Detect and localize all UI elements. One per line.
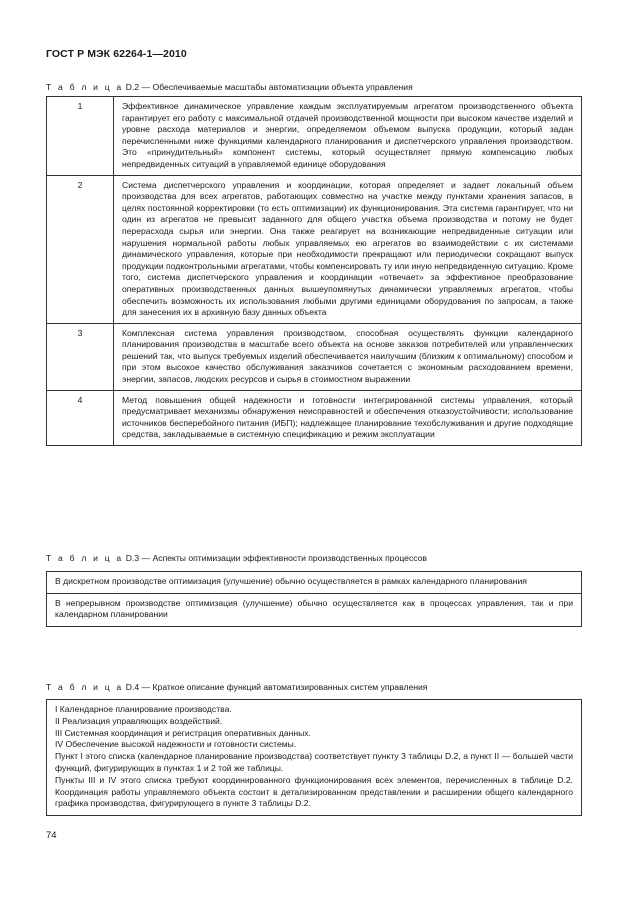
table-caption-text: D.2 — Обеспечиваемые масштабы автоматизации объекта управления: [123, 82, 413, 92]
table-d4: [46, 699, 582, 816]
table-row: [47, 390, 582, 445]
row-text: Метод повышения общей надежности и готовности интегрированной системы управления, который предусматривает механизмы обнаружения неисправностей и обеспечения отказоустойчивости; использование источников бесперебойного питания (ИБП); надлежащее планирование техобслуживания и другие подходящие средства, закладываемые в системную спецификацию и режим эксплуатации: [114, 390, 582, 445]
page-number: 74: [46, 830, 57, 841]
table-d4-caption: [46, 682, 427, 692]
document-header: ГОСТ Р МЭК 62264-1—2010: [46, 48, 187, 60]
list-item: I Календарное планирование производства.: [55, 704, 232, 714]
table-row: [47, 175, 582, 323]
table-row: [47, 323, 582, 390]
row-number: 2: [47, 175, 114, 323]
list-item: IV Обеспечение высокой надежности и готовности системы.: [55, 739, 297, 750]
table-caption-text: D.4 — Краткое описание функций автоматизированных систем управления: [123, 682, 428, 692]
table-row: [47, 593, 582, 626]
table-row: [47, 97, 582, 176]
row-number: 1: [47, 97, 114, 176]
table-d2: [46, 96, 582, 446]
table-label: Т а б л и ц а: [46, 553, 124, 563]
table-d3-caption: [46, 553, 427, 563]
paragraph: Пункт I этого списка (календарное планирование производства) соответствует пункту 3 таблицы D.2, а пункт II — большей части функций, фигурирующих в пунктах 1 и 2 той же таблицы.: [55, 751, 573, 773]
table-label: Т а б л и ц а: [46, 682, 124, 692]
paragraph: Пункты III и IV этого списка требуют координированного функционирования всех элементов, перечисленных в таблице D.2. Координация работы управляемого объекта состоит в детализированном представлении и расширении общего календарного графика производства, фигурирующего в пункте 3 таблицы D.2.: [55, 774, 573, 809]
table-label: Т а б л и ц а: [46, 82, 124, 92]
row-number: 3: [47, 323, 114, 390]
table-caption-text: D.3 — Аспекты оптимизации эффективности производственных процессов: [123, 553, 427, 563]
row-text: Система диспетчерского управления и координации, которая определяет и задает локальный объем производства для всех агрегатов, работающих совместно на участке между пунктами хранения запасов, в целях постоянной корректировки (то есть оптимизации) их функционирования. Эта система гарантирует, что ни один из агрегатов не превысит заданного для общего участка объема производства и потому не будет перерасхода сырья или энергии. Она также реагирует на возникающие непредвиденные ситуации или нарушения нормальной работы любых управляемых ею агрегатов во взаимодействии с их системами динамического управления, которые при необходимости прекращают или периодически сокращают выпуск продукции подконтрольными агрегатами, чтобы компенсировать ту или иную непредвиденную ситуацию. Кроме того, система диспетчерского управления и координации «отвечает» за эффективное преобразование оперативных производственных данных вышеупомянутых динамически управляемых агрегатов, чтобы обеспечить возможность их использования любыми другими единицами оборудования по запросам, а также для занесения их в архивную базу данных объекта: [114, 175, 582, 323]
row-text: В дискретном производстве оптимизация (улучшение) обычно осуществляется в рамках календарного планирования: [47, 572, 582, 594]
row-text: Эффективное динамическое управление каждым эксплуатируемым агрегатом производственного объекта гарантирует его работу с максимальной отдачей производственной мощности при высоком качестве изделий и уровне расхода материалов и энергии, определяемом объемом выпуска продукции, который задан перечисленными ниже функциями календарного планирования и диспетчерского управления производством. Это «принудительный» компонент системы, который осуществляет прямую компенсацию любых непредвиденных ситуаций в управляемой единице оборудования: [114, 97, 582, 176]
row-text: В непрерывном производстве оптимизация (улучшение) обычно осуществляется как в процессах управления, так и при календарном планировании: [47, 593, 582, 626]
list-item: III Системная координация и регистрация оперативных данных.: [55, 727, 311, 738]
row-number: 4: [47, 390, 114, 445]
table-d3: [46, 571, 582, 627]
table-d2-caption: [46, 82, 413, 92]
row-text: Комплексная система управления производством, способная осуществлять функции календарного планирования производства в масштабе всего объекта на основе заказов потребителей или управленческих решений так, что выпуск требуемых изделий обеспечивается наилучшим (близким к оптимальному) способом и при этом высокое качество обслуживания заказчиков сочетается с экономным расходованием времени, энергии, запасов, людских ресурсов и сырья в стоимостном выражении: [114, 323, 582, 390]
table-row: [47, 572, 582, 594]
list-item: II Реализация управляющих воздействий.: [55, 715, 223, 726]
